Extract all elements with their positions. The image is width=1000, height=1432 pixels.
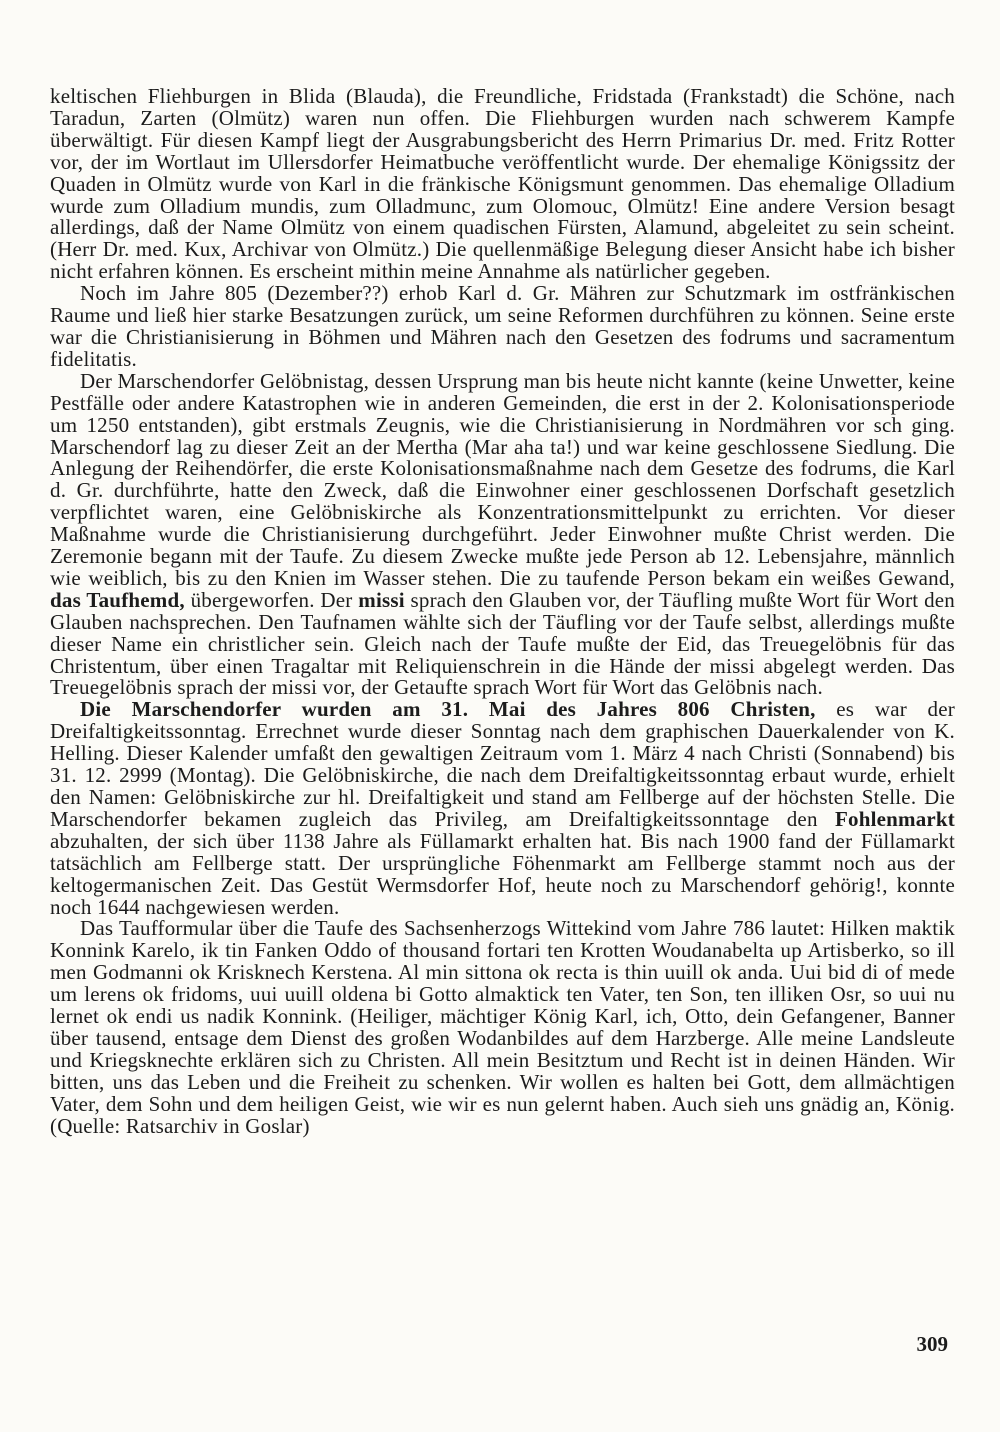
text-segment: abzuhalten, der sich über 1138 Jahre als Füllamarkt erhalten hat. Bis nach 1900 fand der Füllamarkt tatsächlich am Fellberge statt. Der ursprüngliche Föhenmarkt am Fellberge stammt noch aus der keltogermanischen Zeit. Das Gestüt Wermsdorfer Hof, heute noch zu Marschendorf gehörig!, konnte noch 1644 nachgewiesen werden.: [50, 828, 955, 919]
paragraph: [50, 699, 955, 918]
paragraph: [50, 368, 955, 700]
page-number: 309: [916, 1332, 948, 1356]
text-segment: übergeworfen. Der: [184, 587, 359, 612]
text-segment: keltischen Fliehburgen in Blida (Blauda), die Freundliche, Fridstada (Frankstadt) die Schöne, nach Taradun, Zarten (Olmütz) waren nun offen. Die Fliehburgen wurden nach schwerem Kampfe überwältigt. Für diesen Kampf liegt der Ausgrabungsbericht des Herrn Primarius Dr. med. Fritz Rotter vor, der im Wortlaut im Ullersdorfer Heimatbuche veröffentlicht wurde. Der ehemalige Königssitz der Quaden in Olmütz wurde von Karl in die fränkische Königsmunt genommen. Das ehemalige Olladium wurde zum Olladium mundis, zum Olladmunc, zum Olomouc, Olmütz! Eine andere Version besagt allerdings, daß der Name Olmütz von einem quadischen Fürsten, Alamund, abgeleitet zu sein scheint. (Herr Dr. med. Kux, Archivar von Olmütz.) Die quellenmäßige Belegung dieser Ansicht habe ich bisher nicht erfahren können. Es erscheint mithin meine Annahme als natürlicher gegeben.: [50, 84, 955, 284]
text-segment: Das Taufformular über die Taufe des Sachsenherzogs Wittekind vom Jahre 786 lautet: Hilken maktik Konnink Karelo, ik tin Fanken Oddo of thousand fortari ten Krotten Woudanabelta up Artisberko, so ill men Godmanni ok Krisknech Kerstena. Al min sittona ok recta is thin uuill ok anda. Uui bid di of mede um lerens ok fridoms, uui uuill oldena bi Gotto almaktick ten Vater, ten Son, ten illiken Osr, so uui nu lernet ok endi us nadik Konnink. (Heiliger, mächtiger König Karl, ich, Otto, dein Gefangener, Banner über tausend, entsage dem Dienst des großen Wodanbildes auf dem Harzberge. Alle meine Landsleute und Kriegsknechte erklären sich zu Christen. All mein Besitztum und Recht ist in deinen Händen. Wir bitten, uns das Leben und die Freiheit zu schenken. Wir wollen es halten bei Gott, dem allmächtigen Vater, dem Sohn und dem heiligen Geist, wie wir es nun gelernt haben. Auch sieh uns gnädig an, König. (Quelle: Ratsarchiv in Goslar): [50, 916, 955, 1138]
text-segment: Der Marschendorfer Gelöbnistag, dessen Ursprung man bis heute nicht kannte (keine Unwetter, keine Pestfälle oder andere Katastrophen wie in anderen Gemeinden, die erst in der 2. Kolonisationsperiode um 1250 entstanden), gibt erstmals Zeugnis, wie die Christianisierung in Nordmähren vor sch ging. Marschendorf lag zu dieser Zeit an der Mertha (Mar aha ta!) und war keine geschlossene Siedlung. Die Anlegung der Reihendörfer, die erste Kolonisationsmaßnahme nach dem Gesetze des fodrums, die Karl d. Gr. durchführte, hatte den Zweck, daß die Einwohner einer geschlossenen Dorfschaft gesetzlich verpflichtet waren, eine Gelöbniskirche als Konzentrationsmittelpunkt zu errichten. Vor dieser Maßnahme wurde die Christianisierung durchgeführt. Jeder Einwohner mußte Christ werden. Die Zeremonie begann mit der Taufe. Zu diesem Zwecke mußte jede Person ab 12. Lebensjahre, männlich wie weiblich, bis zu den Knien im Wasser stehen. Die zu taufende Person bekam ein weißes Gewand,: [50, 368, 955, 590]
text-segment: es war der Dreifaltigkeitssonntag. Errechnet wurde dieser Sonntag nach dem graphischen Dauerkalender von K. Helling. Dieser Kalender umfaßt den gewaltigen Zeitraum vom 1. März 4 nach Christi (Sonnabend) bis 31. 12. 2999 (Montag). Die Gelöbniskirche, die nach dem Dreifaltigkeitssonntag erbaut wurde, erhielt den Namen: Gelöbniskirche zur hl. Dreifaltigkeit und stand am Fellberge auf der höchsten Stelle. Die Marschendorfer bekamen zugleich das Privileg, am Dreifaltigkeitssonntage den: [50, 697, 955, 831]
bold-text-segment: missi: [358, 587, 405, 612]
bold-text-segment: Die Marschendorfer wurden am 31. Mai des Jahres 806 Christen,: [80, 697, 816, 722]
paragraph: [50, 86, 955, 283]
page-text: [50, 86, 955, 1138]
text-segment: Noch im Jahre 805 (Dezember??) erhob Karl d. Gr. Mähren zur Schutzmark im ostfränkischen Raume und ließ hier starke Besatzungen zurück, um seine Reformen durchführen zu können. Seine erste war die Christianisierung in Böhmen und Mähren nach den Gesetzen des fodrums und sacramentum fidelitatis.: [50, 281, 955, 371]
text-segment: sprach den Glauben vor, der Täufling mußte Wort für Wort den Glauben nachsprechen. Den Taufnamen wählte sich der Täufling vor der Taufe selbst, allerdings mußte dieser Name ein christlicher sein. Gleich nach der Taufe mußte der Eid, das Treuegelöbnis für das Christentum, über einen Tragaltar mit Reliquienschrein in die Hände der missi abgelegt werden. Das Treuegelöbnis sprach der missi vor, der Getaufte sprach Wort für Wort das Gelöbnis nach.: [50, 587, 955, 700]
paragraph: [50, 283, 955, 371]
bold-text-segment: Fohlenmarkt: [834, 806, 955, 831]
bold-text-segment: das Taufhemd,: [50, 587, 185, 612]
paragraph: [50, 918, 955, 1137]
